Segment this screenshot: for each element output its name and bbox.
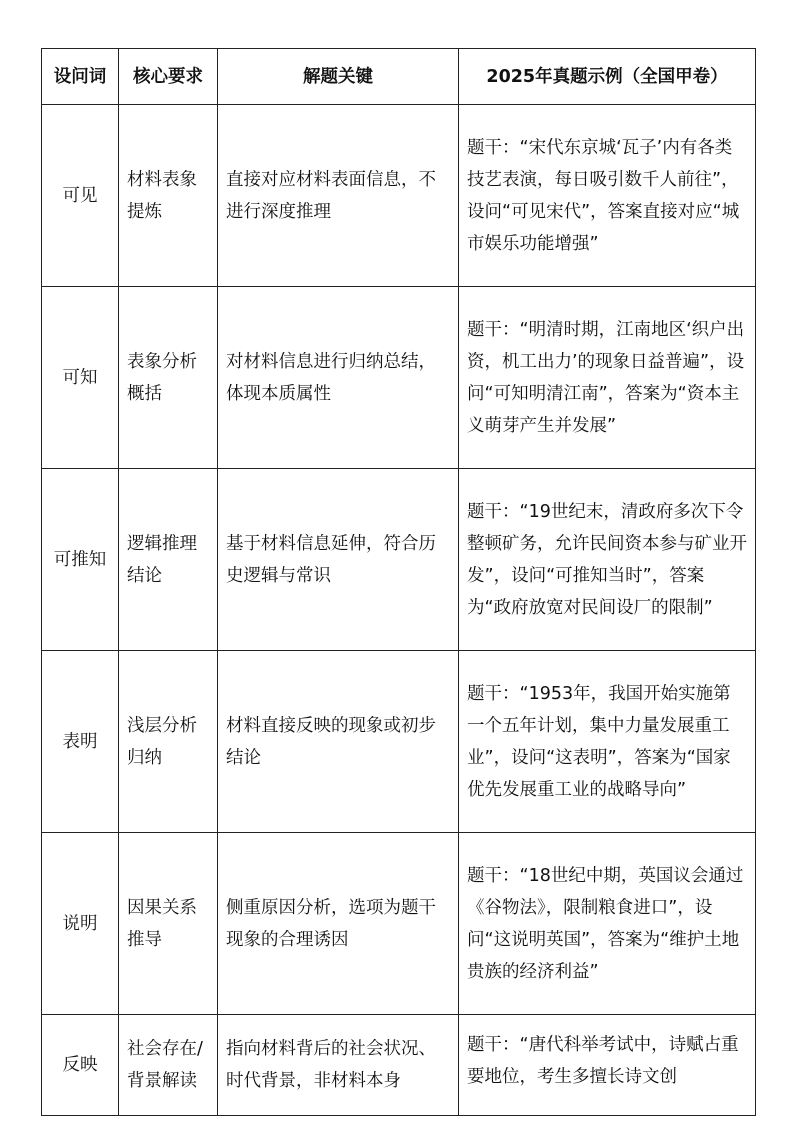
core-requirement-cell: 表象分析概括 (119, 287, 218, 469)
question-word-cell: 可见 (42, 105, 119, 287)
table-row (42, 651, 756, 833)
solving-key-cell: 材料直接反映的现象或初步结论 (218, 651, 459, 833)
core-requirement-cell: 材料表象提炼 (119, 105, 218, 287)
exam-example-cell: 题干：“18世纪中期，英国议会通过《谷物法》，限制粮食进口”，设问“这说明英国”，答案为“维护土地贵族的经济利益” (459, 833, 756, 1015)
exam-example-cell: 题干：“宋代东京城‘瓦子’内有各类技艺表演，每日吸引数千人前往”，设问“可见宋代”，答案直接对应“城市娱乐功能增强” (459, 105, 756, 287)
exam-example-text: 题干：“唐代科举考试中，诗赋占重要地位，考生多擅长诗文创 (467, 1035, 739, 1087)
table-row (42, 287, 756, 469)
exam-example-cell: 题干：“明清时期，江南地区‘织户出资，机工出力’的现象日益普遍”，设问“可知明清江南”，答案为“资本主义萌芽产生并发展” (459, 287, 756, 469)
solving-key-cell: 直接对应材料表面信息，不进行深度推理 (218, 105, 459, 287)
exam-example-cell: 题干：“19世纪末，清政府多次下令整顿矿务，允许民间资本参与矿业开发”，设问“可推知当时”，答案为“政府放宽对民间设厂的限制” (459, 469, 756, 651)
header-core-requirement: 核心要求 (119, 49, 218, 105)
table-row (42, 105, 756, 287)
core-requirement-cell: 浅层分析归纳 (119, 651, 218, 833)
exam-example-cell (459, 1015, 756, 1116)
header-question-word: 设问词 (42, 49, 119, 105)
header-solving-key: 解题关键 (218, 49, 459, 105)
table-row (42, 1015, 756, 1116)
header-exam-example: 2025年真题示例（全国甲卷） (459, 49, 756, 105)
solving-key-cell: 基于材料信息延伸，符合历史逻辑与常识 (218, 469, 459, 651)
table-row (42, 469, 756, 651)
question-word-cell: 可推知 (42, 469, 119, 651)
core-requirement-cell: 因果关系推导 (119, 833, 218, 1015)
question-word-cell: 说明 (42, 833, 119, 1015)
solving-key-cell: 指向材料背后的社会状况、时代背景，非材料本身 (218, 1015, 459, 1116)
question-word-cell: 可知 (42, 287, 119, 469)
question-word-cell: 表明 (42, 651, 119, 833)
core-requirement-cell: 社会存在/背景解读 (119, 1015, 218, 1116)
question-word-cell: 反映 (42, 1015, 119, 1116)
table-row (42, 833, 756, 1015)
methods-table (41, 48, 756, 1116)
exam-example-cell: 题干：“1953年，我国开始实施第一个五年计划，集中力量发展重工业”，设问“这表明”，答案为“国家优先发展重工业的战略导向” (459, 651, 756, 833)
solving-key-cell: 侧重原因分析，选项为题干现象的合理诱因 (218, 833, 459, 1015)
table-header-row (42, 49, 756, 105)
core-requirement-cell: 逻辑推理结论 (119, 469, 218, 651)
solving-key-cell: 对材料信息进行归纳总结，体现本质属性 (218, 287, 459, 469)
